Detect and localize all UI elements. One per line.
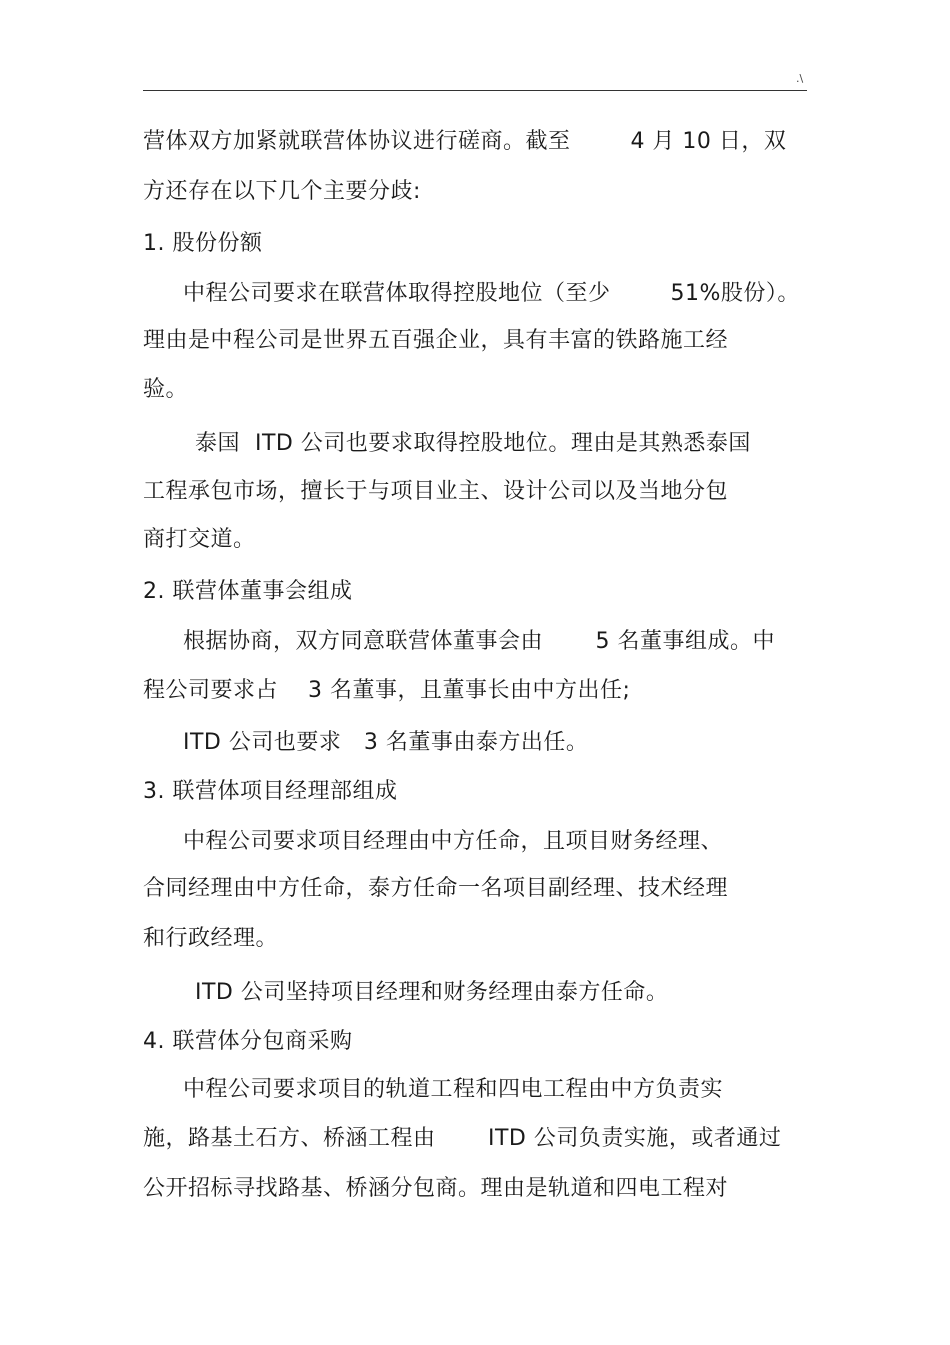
paragraph-line: 公开招标寻找路基、桥涵分包商。理由是轨道和四电工程对 [143,1176,729,1201]
paragraph-line: 根据协商，双方同意联营体董事会由 5 名董事组成。中 [183,629,775,654]
paragraph-line: 商打交道。 [143,527,256,552]
paragraph-line: 中程公司要求在联营体取得控股地位（至少 51%股份）。 [183,281,800,306]
header-rule [143,90,807,91]
paragraph-line: 合同经理由中方任命，泰方任命一名项目副经理、技术经理 [143,876,729,901]
paragraph-line: 中程公司要求项目经理由中方任命，且项目财务经理、 [183,829,724,854]
paragraph-line: 方还存在以下几个主要分歧: [143,179,421,204]
paragraph-line: 施，路基土石方、桥涵工程由 ITD 公司负责实施，或者通过 [143,1126,782,1151]
paragraph-line: 营体双方加紧就联营体协议进行磋商。截至 4 月 10 日，双 [143,129,787,154]
section-heading: 1. 股份份额 [143,231,263,256]
paragraph-line: 泰国 ITD 公司也要求取得控股地位。理由是其熟悉泰国 [195,431,751,456]
paragraph-line: ITD 公司坚持项目经理和财务经理由泰方任命。 [195,980,669,1005]
paragraph-line: ITD 公司也要求 3 名董事由泰方出任。 [183,730,589,755]
paragraph-line: 工程承包市场，擅长于与项目业主、设计公司以及当地分包 [143,479,729,504]
paragraph-line: 程公司要求占 3 名董事，且董事长由中方出任; [143,678,631,703]
section-heading: 2. 联营体董事会组成 [143,579,353,604]
section-heading: 3. 联营体项目经理部组成 [143,779,398,804]
section-heading: 4. 联营体分包商采购 [143,1029,353,1054]
paragraph-line: 中程公司要求项目的轨道工程和四电工程由中方负责实 [183,1077,724,1102]
paragraph-line: 理由是中程公司是世界五百强企业，具有丰富的铁路施工经 [143,328,729,353]
paragraph-line: 和行政经理。 [143,926,279,951]
paragraph-line: 验。 [143,377,189,402]
header-mark: .\ [796,72,804,85]
